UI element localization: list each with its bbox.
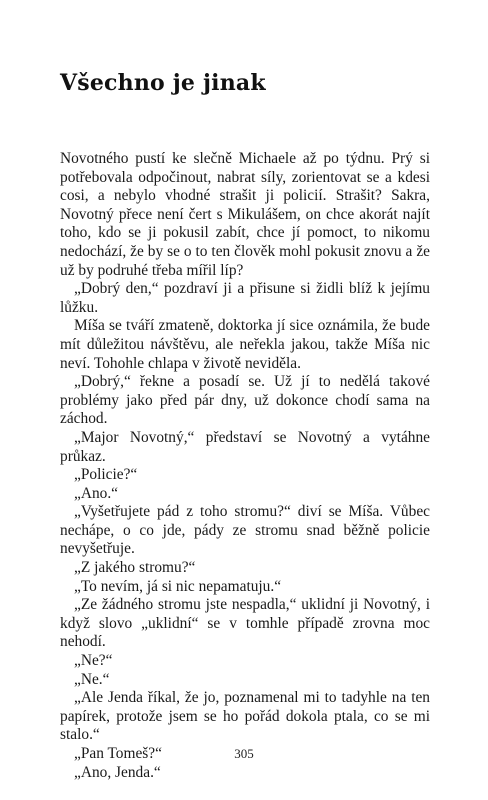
paragraph: „Ze žádného stromu jste nespadla,“ uklidní ji Novotný, i když slovo „uklidní“ se v tomhle případě zrovna moc nehodí. — [60, 596, 430, 651]
chapter-title: Všechno je jinak — [60, 70, 266, 96]
paragraph: „Ne.“ — [74, 670, 110, 688]
paragraph: „Major Novotný,“ představí se Novotný a vytáhne průkaz. — [60, 428, 430, 465]
paragraph: „Z jakého stromu?“ — [74, 559, 196, 577]
paragraph: „Vyšetřujete pád z toho stromu?“ diví se Míša. Vůbec nechápe, o co jde, pády ze stromu snad běžně policie nevyšetřuje. — [60, 503, 430, 558]
paragraph: „Policie?“ — [74, 466, 138, 484]
paragraph: „Pan Tomeš?“ — [74, 745, 162, 762]
paragraph: „To nevím, já si nic nepamatuju.“ — [74, 577, 282, 595]
paragraph: „Ale Jenda říkal, že jo, poznamenal mi to tadyhle na ten papírek, protože jsem se ho pořád dokola ptala, co se mi stalo.“ — [60, 689, 430, 744]
paragraph: Míša se tváří zmateně, doktorka jí sice oznámila, že bude mít důležitou návštěvu, ale neřekla jakou, takže Míša nic neví. Tohohle chlapa v životě neviděla. — [60, 317, 430, 372]
page-number: 305 — [234, 746, 254, 761]
paragraph: „Dobrý,“ řekne a posadí se. Už jí to nedělá takové problémy jako před pár dny, už dokonce chodí sama na záchod. — [60, 373, 430, 428]
paragraph: Novotného pustí ke slečně Michaele až po týdnu. Prý si potřebovala odpočinout, nabrat síly, zorientovat se a kdesi cosi, a nebylo vhodné strašit ji policií. Strašit? Sakra, Novotný přece není čert s Mikulášem, on chce akorát najít toho, kdo se ji pokusil zabít, chce jí pomoct, to nikomu nedochází, že by se o to ten člověk mohl pokusit znovu a že už by podruhé třeba mířil líp? — [60, 150, 430, 279]
body-text — [60, 150, 430, 782]
paragraph: „Ano, Jenda.“ — [74, 763, 161, 781]
paragraph: „Ano.“ — [74, 484, 119, 502]
paragraph: „Ne?“ — [74, 652, 113, 670]
paragraph: „Dobrý den,“ pozdraví ji a přisune si židli blíž k jejímu lůžku. — [60, 280, 430, 316]
